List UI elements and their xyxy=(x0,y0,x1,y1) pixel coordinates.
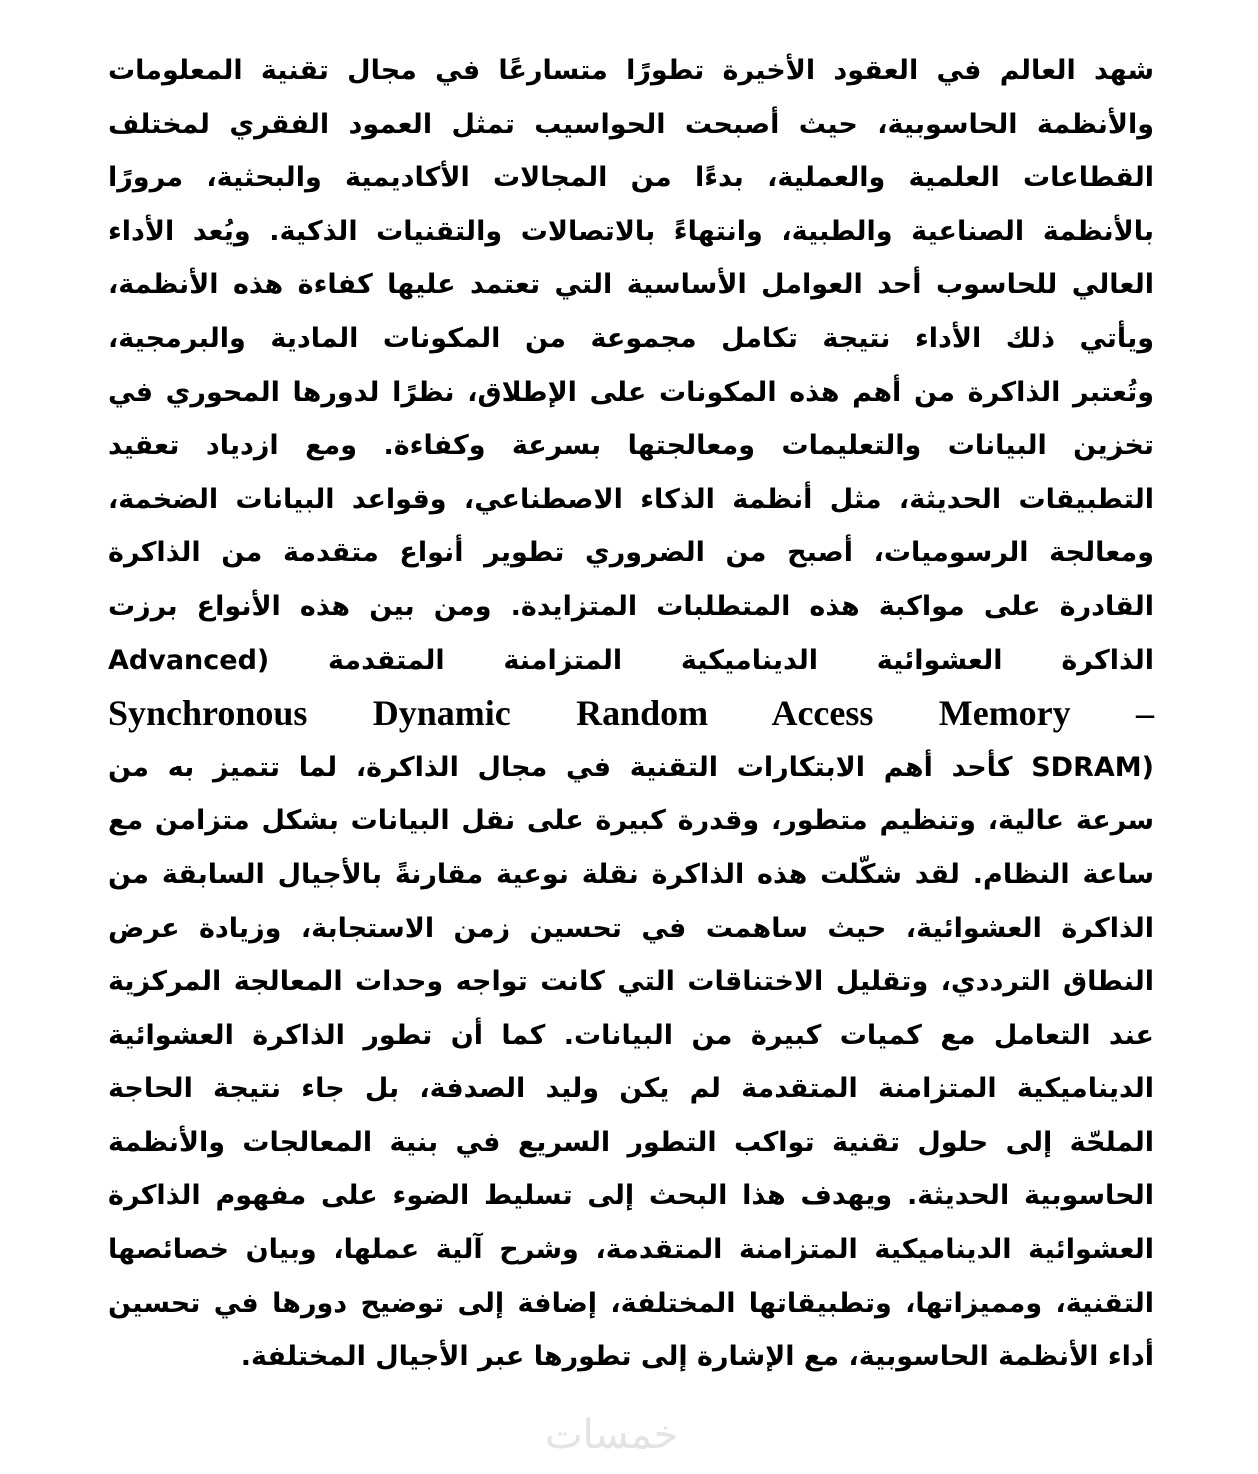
document-paragraph xyxy=(108,44,1154,1384)
text-line: التطبيقات الحديثة، مثل أنظمة الذكاء الاصطناعي، وقواعد البيانات الضخمة، xyxy=(108,483,1154,515)
text-line: شهد العالم في العقود الأخيرة تطورًا متسارعًا في مجال تقنية المعلومات xyxy=(108,55,1154,86)
text-line: عند التعامل مع كميات كبيرة من البيانات. كما أن تطور الذاكرة العشوائية xyxy=(108,1019,1154,1051)
text-line: الذاكرة العشوائية الديناميكية المتزامنة المتقدمة (Advanced xyxy=(108,644,1154,676)
text-line: العالي للحاسوب أحد العوامل الأساسية التي تعتمد عليها كفاءة هذه الأنظمة، xyxy=(108,269,1154,301)
text-line: القادرة على مواكبة هذه المتطلبات المتزايدة. ومن بين هذه الأنواع برزت xyxy=(108,590,1154,622)
text-line: بالأنظمة الصناعية والطبية، وانتهاءً بالاتصالات والتقنيات الذكية. ويُعد الأداء xyxy=(108,215,1154,247)
text-line: الديناميكية المتزامنة المتقدمة لم يكن وليد الصدفة، بل جاء نتيجة الحاجة xyxy=(108,1073,1154,1105)
text-line: الحاسوبية الحديثة. ويهدف هذا البحث إلى تسليط الضوء على مفهوم الذاكرة xyxy=(108,1180,1154,1212)
text-line: ساعة النظام. لقد شكّلت هذه الذاكرة نقلة نوعية مقارنةً بالأجيال السابقة من xyxy=(108,858,1154,890)
text-line: العشوائية الديناميكية المتزامنة المتقدمة، وشرح آلية عملها، وبيان خصائصها xyxy=(108,1234,1154,1266)
text-line: Synchronous Dynamic Random Access Memory – xyxy=(108,693,1154,734)
text-line: ويأتي ذلك الأداء نتيجة تكامل مجموعة من المكونات المادية والبرمجية، xyxy=(108,322,1154,354)
watermark: خمسات xyxy=(545,1412,679,1458)
text-line: سرعة عالية، وتنظيم متطور، وقدرة كبيرة على نقل البيانات بشكل متزامن مع xyxy=(108,805,1154,837)
text-line: وتُعتبر الذاكرة من أهم هذه المكونات على الإطلاق، نظرًا لدورها المحوري في xyxy=(108,376,1154,408)
text-line: تخزين البيانات والتعليمات ومعالجتها بسرعة وكفاءة. ومع ازدياد تعقيد xyxy=(108,430,1154,462)
text-line: التقنية، ومميزاتها، وتطبيقاتها المختلفة، إضافة إلى توضيح دورها في تحسين xyxy=(108,1287,1154,1319)
text-line: الملحّة إلى حلول تقنية تواكب التطور السريع في بنية المعالجات والأنظمة xyxy=(108,1126,1154,1158)
text-line: والأنظمة الحاسوبية، حيث أصبحت الحواسيب تمثل العمود الفقري لمختلف xyxy=(108,108,1154,140)
text-line: ومعالجة الرسوميات، أصبح من الضروري تطوير أنواع متقدمة من الذاكرة xyxy=(108,537,1154,569)
text-line: النطاق الترددي، وتقليل الاختناقات التي كانت تواجه وحدات المعالجة المركزية xyxy=(108,966,1154,998)
text-line: (SDRAM كأحد أهم الابتكارات التقنية في مجال الذاكرة، لما تتميز به من xyxy=(108,751,1154,783)
text-line: القطاعات العلمية والعملية، بدءًا من المجالات الأكاديمية والبحثية، مرورًا xyxy=(108,162,1154,194)
text-line: أداء الأنظمة الحاسوبية، مع الإشارة إلى تطورها عبر الأجيال المختلفة. xyxy=(240,1341,1154,1373)
text-line: الذاكرة العشوائية، حيث ساهمت في تحسين زمن الاستجابة، وزيادة عرض xyxy=(108,912,1154,944)
